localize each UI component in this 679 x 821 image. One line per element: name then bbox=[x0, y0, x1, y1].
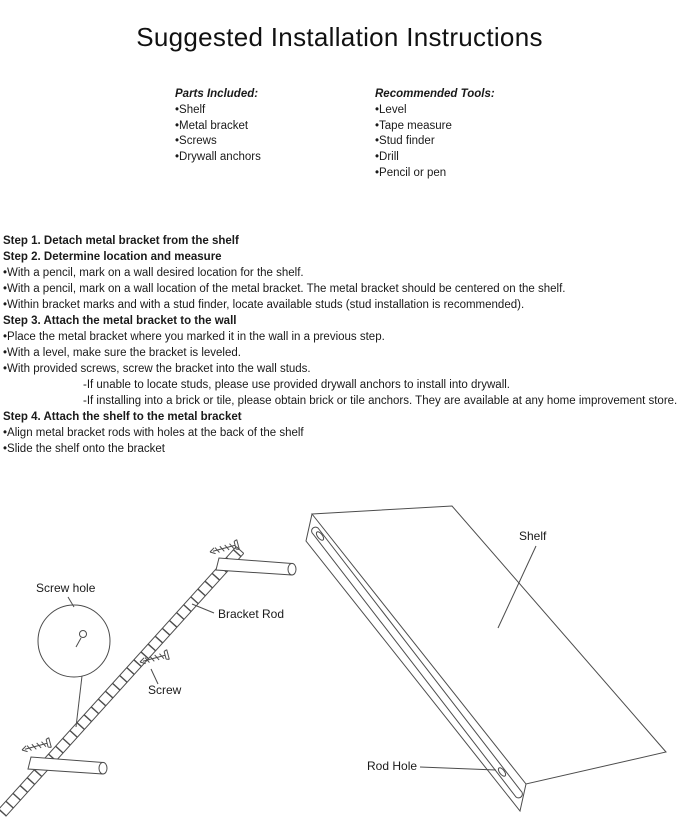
page-title: Suggested Installation Instructions bbox=[136, 22, 543, 53]
leader-line bbox=[498, 546, 536, 628]
leader-line bbox=[192, 604, 214, 613]
step-bullet: •With a pencil, mark on a wall location of the metal bracket. The metal bracket should be centered on the shelf. bbox=[3, 283, 566, 295]
diagram-label-shelf: Shelf bbox=[519, 529, 547, 543]
diagram-label-rod-hole: Rod Hole bbox=[367, 759, 418, 773]
parts-heading: Parts Included: bbox=[175, 88, 259, 100]
step-bullet: •Place the metal bracket where you marked it in the wall in a previous step. bbox=[3, 331, 385, 343]
rod-hole bbox=[497, 767, 507, 778]
parts-item: •Drywall anchors bbox=[175, 151, 261, 164]
step-bullet: •With a pencil, mark on a wall desired location for the shelf. bbox=[3, 267, 304, 279]
screw-glyph bbox=[21, 738, 52, 755]
parts-included-list bbox=[175, 87, 261, 166]
diagram-label-screw-hole: Screw hole bbox=[36, 581, 96, 595]
tools-item: •Pencil or pen bbox=[375, 166, 447, 179]
steps-section bbox=[3, 233, 677, 457]
diagram-label-bracket-rod: Bracket Rod bbox=[218, 607, 285, 621]
parts-item: •Shelf bbox=[175, 103, 206, 116]
step-sub-bullet: -If unable to locate studs, please use provided drywall anchors to install into drywall. bbox=[83, 379, 511, 391]
tools-item: •Stud finder bbox=[375, 135, 435, 148]
installation-diagram bbox=[0, 478, 679, 821]
bracket-rod bbox=[28, 757, 107, 774]
step-bullet: •Align metal bracket rods with holes at the back of the shelf bbox=[3, 427, 304, 439]
diagram-label-screw: Screw bbox=[148, 683, 182, 697]
tools-heading: Recommended Tools: bbox=[375, 88, 495, 100]
parts-item: •Metal bracket bbox=[175, 119, 249, 132]
step-heading: Step 2. Determine location and measure bbox=[3, 251, 222, 263]
leader-line bbox=[151, 669, 158, 684]
step-bullet: •With provided screws, screw the bracket into the wall studs. bbox=[3, 363, 311, 375]
screw-hole-detail-circle bbox=[38, 597, 110, 727]
tools-item: •Level bbox=[375, 103, 407, 116]
step-bullet: •Slide the shelf onto the bracket bbox=[3, 443, 165, 455]
leader-line bbox=[76, 676, 82, 727]
step-heading: Step 4. Attach the shelf to the metal bracket bbox=[3, 411, 242, 423]
tools-item: •Tape measure bbox=[375, 119, 452, 132]
shelf-drawing bbox=[306, 506, 666, 811]
step-heading: Step 1. Detach metal bracket from the shelf bbox=[3, 235, 239, 247]
step-bullet: •Within bracket marks and with a stud finder, locate available studs (stud installation is recommended). bbox=[3, 299, 525, 311]
parts-item: •Screws bbox=[175, 135, 217, 148]
rod-hole bbox=[315, 531, 325, 542]
step-sub-bullet: -If installing into a brick or tile, please obtain brick or tile anchors. They are available at any home improvement store. bbox=[83, 395, 678, 407]
recommended-tools-list bbox=[375, 87, 495, 182]
step-heading: Step 3. Attach the metal bracket to the wall bbox=[3, 315, 237, 327]
leader-line bbox=[420, 767, 496, 770]
bracket-rod bbox=[216, 558, 296, 575]
step-bullet: •With a level, make sure the bracket is leveled. bbox=[3, 347, 241, 359]
tools-item: •Drill bbox=[375, 151, 399, 164]
